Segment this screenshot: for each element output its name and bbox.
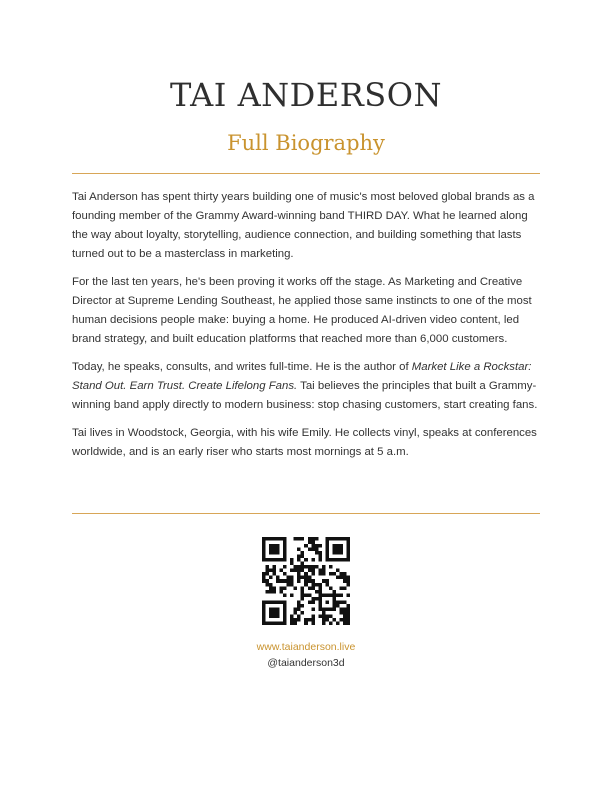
- qr-code-icon[interactable]: [262, 537, 350, 625]
- bio-paragraph-1: Tai Anderson has spent thirty years building one of music's most beloved global brands as a founding member of the Grammy Award-winning band THIRD DAY. What he learned along the way about loyalty, storytelling, audience connection, and building something that lasts turned out to be a masterclass in marketing.: [72, 191, 535, 260]
- divider-bottom: [72, 513, 540, 514]
- book-title: Market Like a Rockstar: Stand Out. Earn Trust. Create Lifelong Fans.: [72, 361, 532, 392]
- bio-paragraph-2: For the last ten years, he's been proving it works off the stage. As Marketing and Creative Director at Supreme Lending Southeast, he applied those same instincts to one of the most human decisions people make: buying a home. He produced AI-driven video content, led brand strategy, and built education platforms that reached more than 6,000 customers.: [72, 276, 532, 345]
- bio-paragraph-4: Tai lives in Woodstock, Georgia, with his wife Emily. He collects vinyl, speaks at conferences worldwide, and is an early riser who starts most mornings at 5 a.m.: [72, 427, 537, 458]
- bio-paragraph-3-rest: Tai believes the principles that built a Grammy-winning band apply directly to modern business: stop chasing customers, start creating fans.: [72, 380, 538, 411]
- divider-top: [72, 173, 540, 174]
- page-subtitle: Full Biography: [227, 131, 385, 155]
- bio-paragraph-3: [72, 358, 540, 415]
- bio-paragraph-3-intro: Today, he speaks, consults, and writes full-time. He is the author of: [72, 361, 412, 373]
- page-title: TAI ANDERSON: [170, 76, 442, 114]
- social-handle: @taianderson3d: [267, 657, 345, 669]
- website-link[interactable]: www.taianderson.live: [256, 641, 356, 653]
- biography-body: [72, 188, 540, 471]
